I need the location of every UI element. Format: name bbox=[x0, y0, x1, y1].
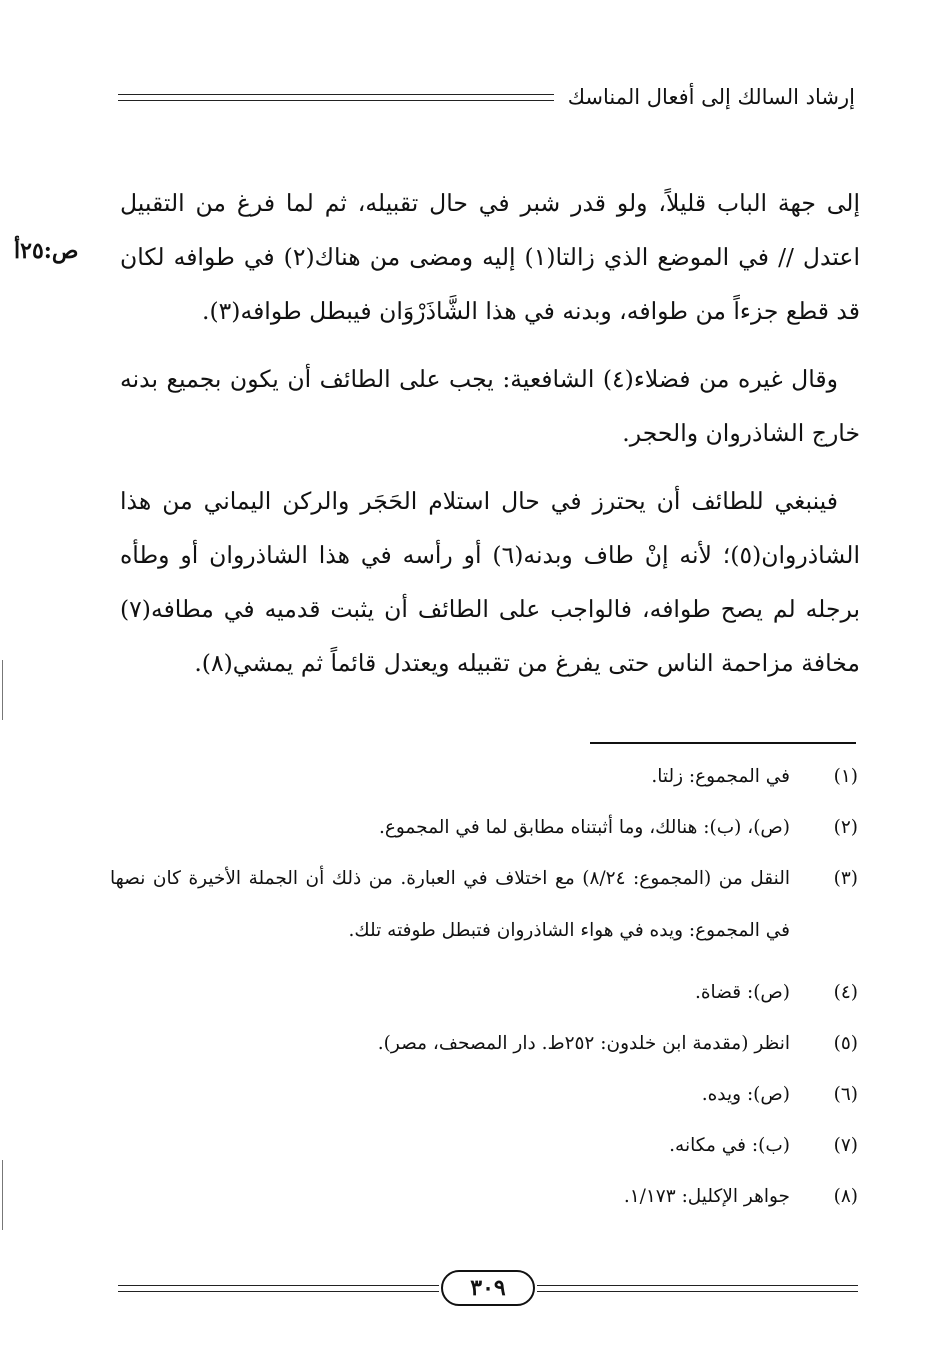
footnote-text: (ص): قضاة. bbox=[694, 982, 790, 1003]
footnote-text: في المجموع: زلتا. bbox=[651, 766, 790, 787]
footnote-text: (ص): ويده. bbox=[701, 1084, 790, 1105]
page-number: ٣٠٩ bbox=[441, 1270, 535, 1306]
paragraph: فينبغي للطائف أن يحترز في حال استلام الحَجَر والركن اليماني من هذا الشاذروان(٥)؛ لأنه إنْ طاف وبدنه(٦) أو رأسه في هذا الشاذروان أو وطأه برجله لم يصح طوافه، فالواجب على الطائف أن يثبت قدميه في مطافه(٧) مخافة مزاحمة الناس حتى يفرغ من تقبيله ويعتدل قائماً ثم يمشي(٨). bbox=[120, 487, 860, 677]
footnote bbox=[110, 978, 858, 1008]
footnote-number: (٤) bbox=[833, 982, 858, 1003]
footnote-number: (٣) bbox=[833, 868, 858, 889]
footnote-text: (ص)، (ب): هنالك، وما أثبتناه مطابق لما في المجموع. bbox=[378, 817, 790, 838]
footer-rule-left bbox=[118, 1285, 439, 1292]
footnote bbox=[110, 1131, 858, 1161]
footnote bbox=[110, 1182, 858, 1212]
footnote-text: انظر (مقدمة ابن خلدون: ٢٥٢ط. دار المصحف، مصر). bbox=[377, 1033, 790, 1054]
paragraph: إلى جهة الباب قليلاً، ولو قدر شبر في حال تقبيله، ثم لما فرغ من التقبيل اعتدل // في الموضع الذي زالتا(١) إليه ومضى من هناك(٢) في طوافه لكان قد قطع جزءاً من طوافه، وبدنه في هذا الشَّاذَرْوَان فيبطل طوافه(٣). bbox=[120, 189, 860, 325]
footnote-text: (ب): في مكانه. bbox=[669, 1135, 790, 1156]
footnote-separator bbox=[590, 742, 856, 744]
footnote-number: (٥) bbox=[833, 1033, 858, 1054]
footnote-number: (٧) bbox=[833, 1135, 858, 1156]
scan-edge-mark bbox=[2, 1160, 3, 1230]
footnote bbox=[110, 1029, 858, 1059]
running-header bbox=[118, 82, 855, 112]
footnote bbox=[110, 1080, 858, 1110]
footnote-number: (٨) bbox=[833, 1186, 858, 1207]
footnote-number: (٢) bbox=[833, 817, 858, 838]
footnote-text: جواهر الإكليل: ١/١٧٣. bbox=[623, 1186, 790, 1207]
paragraph: وقال غيره من فضلاء(٤) الشافعية: يجب على الطائف أن يكون بجميع بدنه خارج الشاذروان والحجر. bbox=[120, 365, 860, 447]
scan-edge-mark bbox=[2, 660, 3, 720]
footnote bbox=[110, 864, 858, 957]
footnote bbox=[110, 813, 858, 843]
footnote-number: (١) bbox=[833, 766, 858, 787]
footnotes bbox=[110, 762, 858, 1233]
manuscript-page-reference: ص:٢٥أ bbox=[14, 238, 79, 264]
book-title: إرشاد السالك إلى أفعال المناسك bbox=[567, 85, 855, 109]
footnote-number: (٦) bbox=[833, 1084, 858, 1105]
main-text bbox=[120, 176, 860, 704]
footer-rule-right bbox=[537, 1285, 858, 1292]
page-footer bbox=[118, 1270, 858, 1306]
footnote-text: النقل من (المجموع: ٨/٢٤) مع اختلاف في العبارة. من ذلك أن الجملة الأخيرة كان نصها في المجموع: ويده في هواء الشاذروان فتبطل طوفته تلك. bbox=[110, 868, 790, 941]
footnote bbox=[110, 762, 858, 792]
header-rule bbox=[118, 94, 554, 101]
